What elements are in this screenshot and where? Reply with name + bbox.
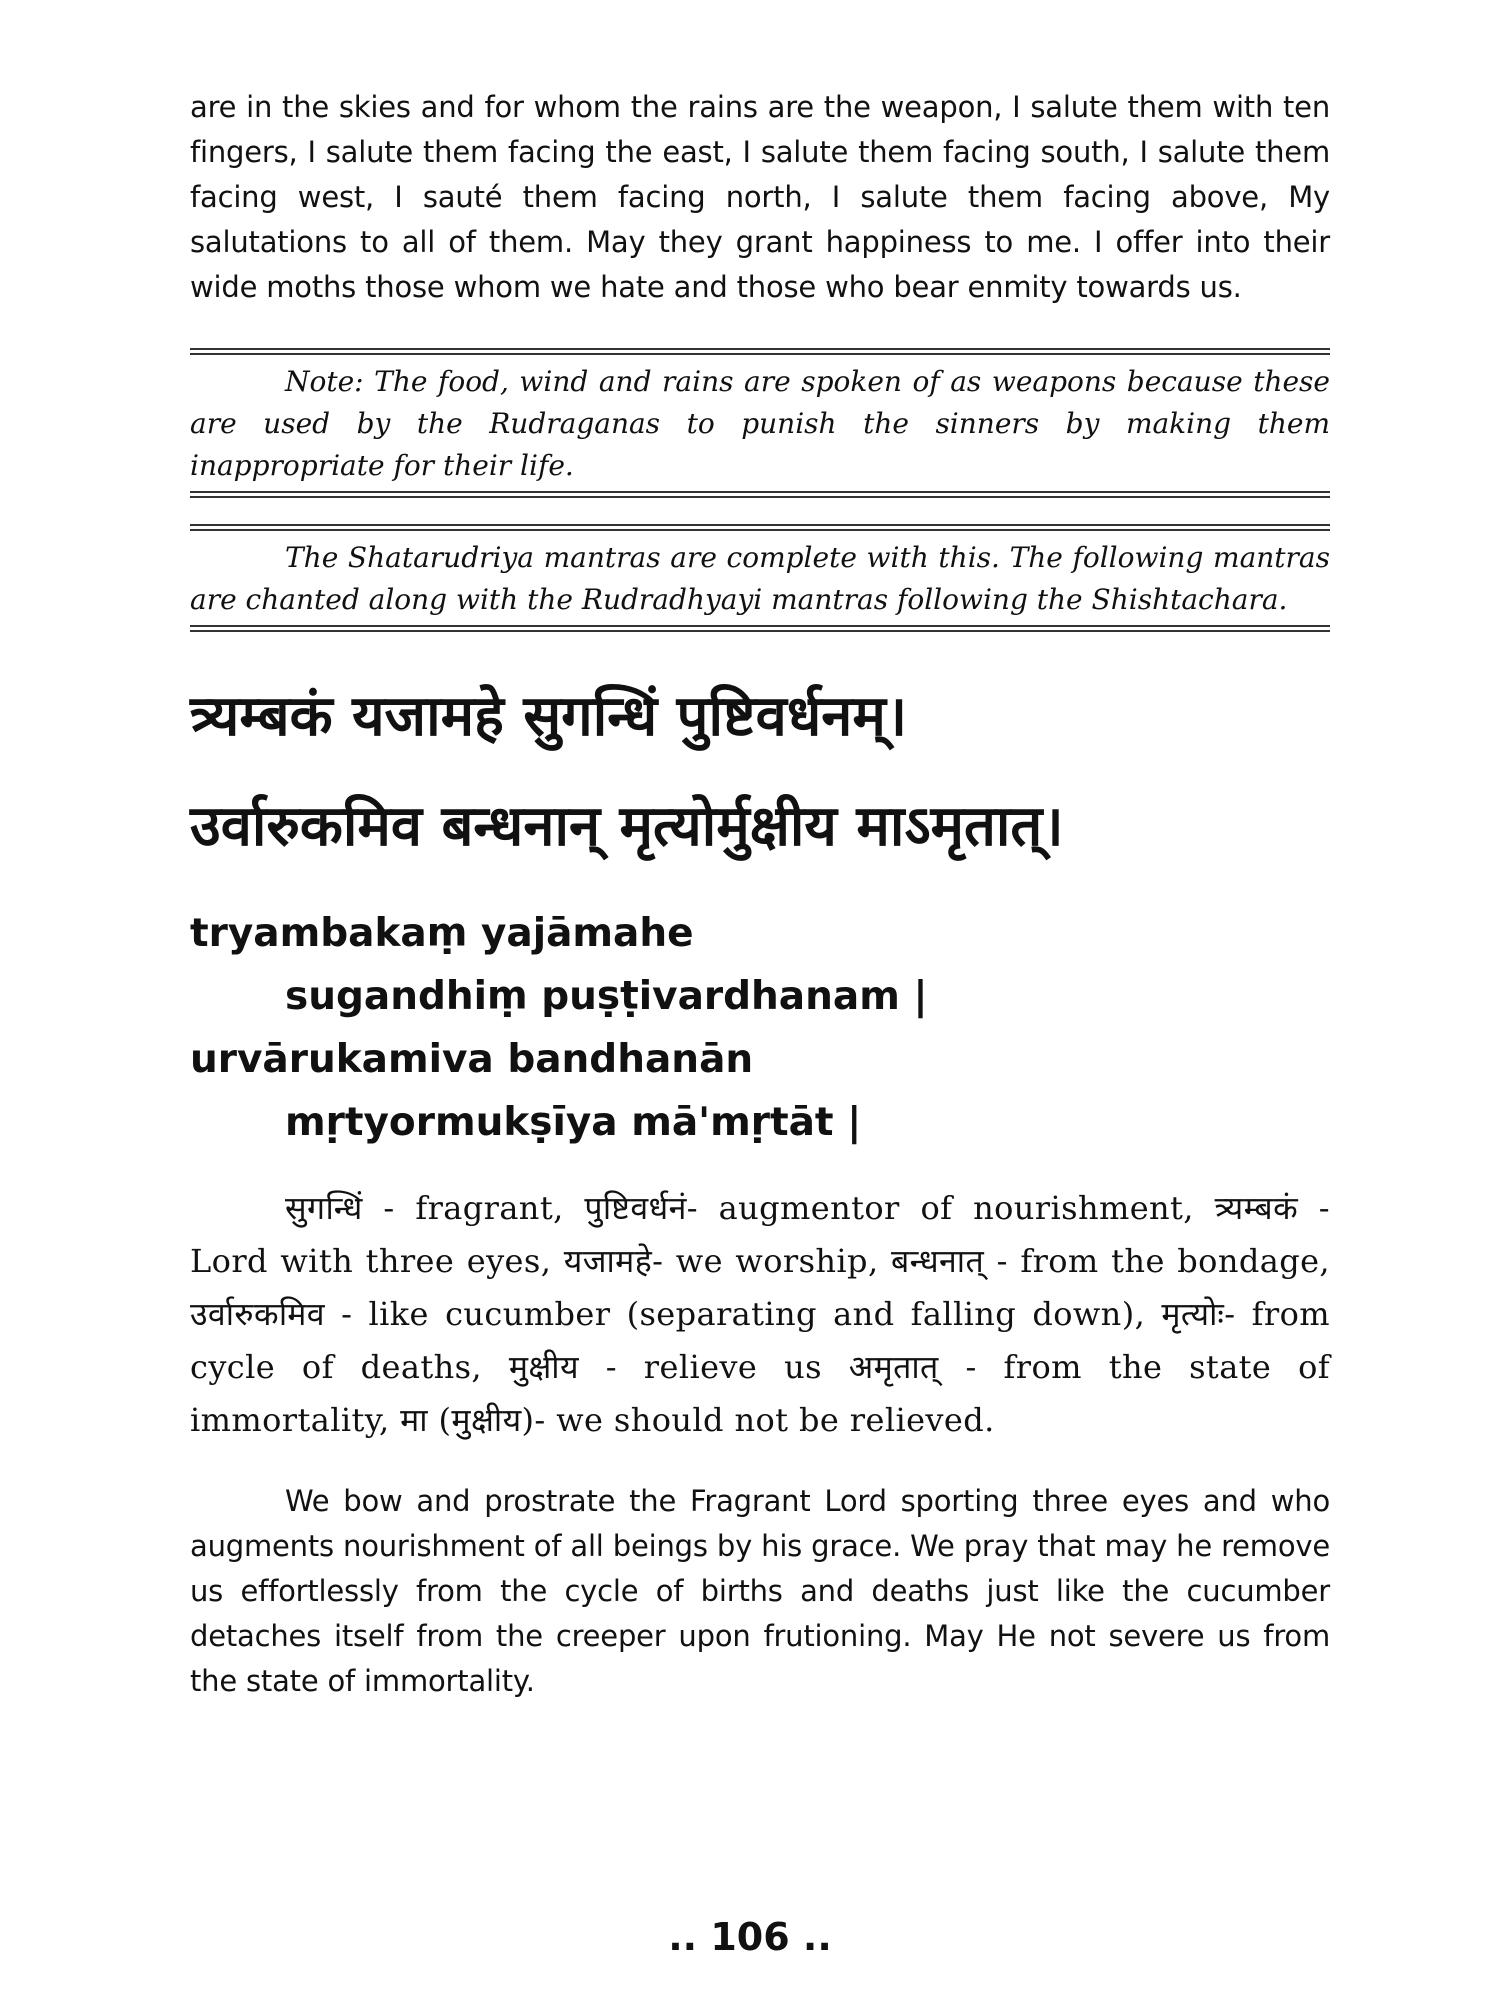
translit-line-3: urvārukamiva bandhanān xyxy=(190,1037,754,1082)
note-2-bottom-rule xyxy=(190,625,1330,632)
book-page xyxy=(190,85,1330,1733)
page-number: .. 106 .. xyxy=(668,1915,832,1959)
mantra-transliteration xyxy=(190,902,1330,1154)
translit-line-1: tryambakaṃ yajāmahe xyxy=(190,911,694,956)
note-box-2 xyxy=(190,524,1330,632)
mantra-devanagari xyxy=(190,662,1330,882)
note-1-text: Note: The food, wind and rains are spoken of as weapons because these are used by the Rudraganas to punish the sinners by making them inappropriate for their life. xyxy=(190,365,1330,482)
summary-paragraph: We bow and prostrate the Fragrant Lord sporting three eyes and who augments nourishment of all beings by his grace. We pray that may he remove us effortlessly from the cycle of births and deaths just like the cucumber detaches itself from the creeper upon frutioning. May He not severe us from the state of immortality. xyxy=(190,1484,1330,1698)
top-paragraph: are in the skies and for whom the rains are the weapon, I salute them with ten fingers, I salute them facing the east, I salute them facing south, I salute them facing west, I sauté them facing north, I salute them facing above, My salutations to all of them. May they grant happiness to me. I offer into their wide moths those whom we hate and those who bear enmity towards us. xyxy=(190,90,1330,304)
note-box-1 xyxy=(190,348,1330,498)
mantra-devanagari-line-1: त्र्यम्बकं यजामहे सुगन्धिं पुष्टिवर्धनम्। xyxy=(190,684,908,749)
word-meaning-gloss: सुगन्धिं - fragrant, पुष्टिवर्धनं- augmentor of nourishment, त्र्यम्बकं - Lord with three eyes, यजामहे- we worship, बन्धनात् - from the bondage, उर्वारुकमिव - like cucumber (separating and falling down), मृत्योः- from cycle of deaths, मुक्षीय - relieve us अमृतात् - from the state of immortality, मा (मुक्षीय)- we should not be relieved. xyxy=(190,1189,1330,1439)
note-2-text: The Shatarudriya mantras are complete with this. The following mantras are chanted along with the Rudradhyayi mantras following the Shishtachara. xyxy=(190,541,1330,616)
note-1-top-rule xyxy=(190,348,1330,355)
translit-line-4: mṛtyormukṣīya mā'mṛtāt | xyxy=(285,1100,862,1145)
note-1-bottom-rule xyxy=(190,491,1330,498)
mantra-devanagari-line-2: उर्वारुकमिव बन्धनान् मृत्योर्मुक्षीय माऽमृतात्। xyxy=(190,794,1064,859)
translit-line-2: sugandhiṃ puṣṭivardhanam | xyxy=(285,974,928,1019)
note-2-top-rule xyxy=(190,524,1330,531)
